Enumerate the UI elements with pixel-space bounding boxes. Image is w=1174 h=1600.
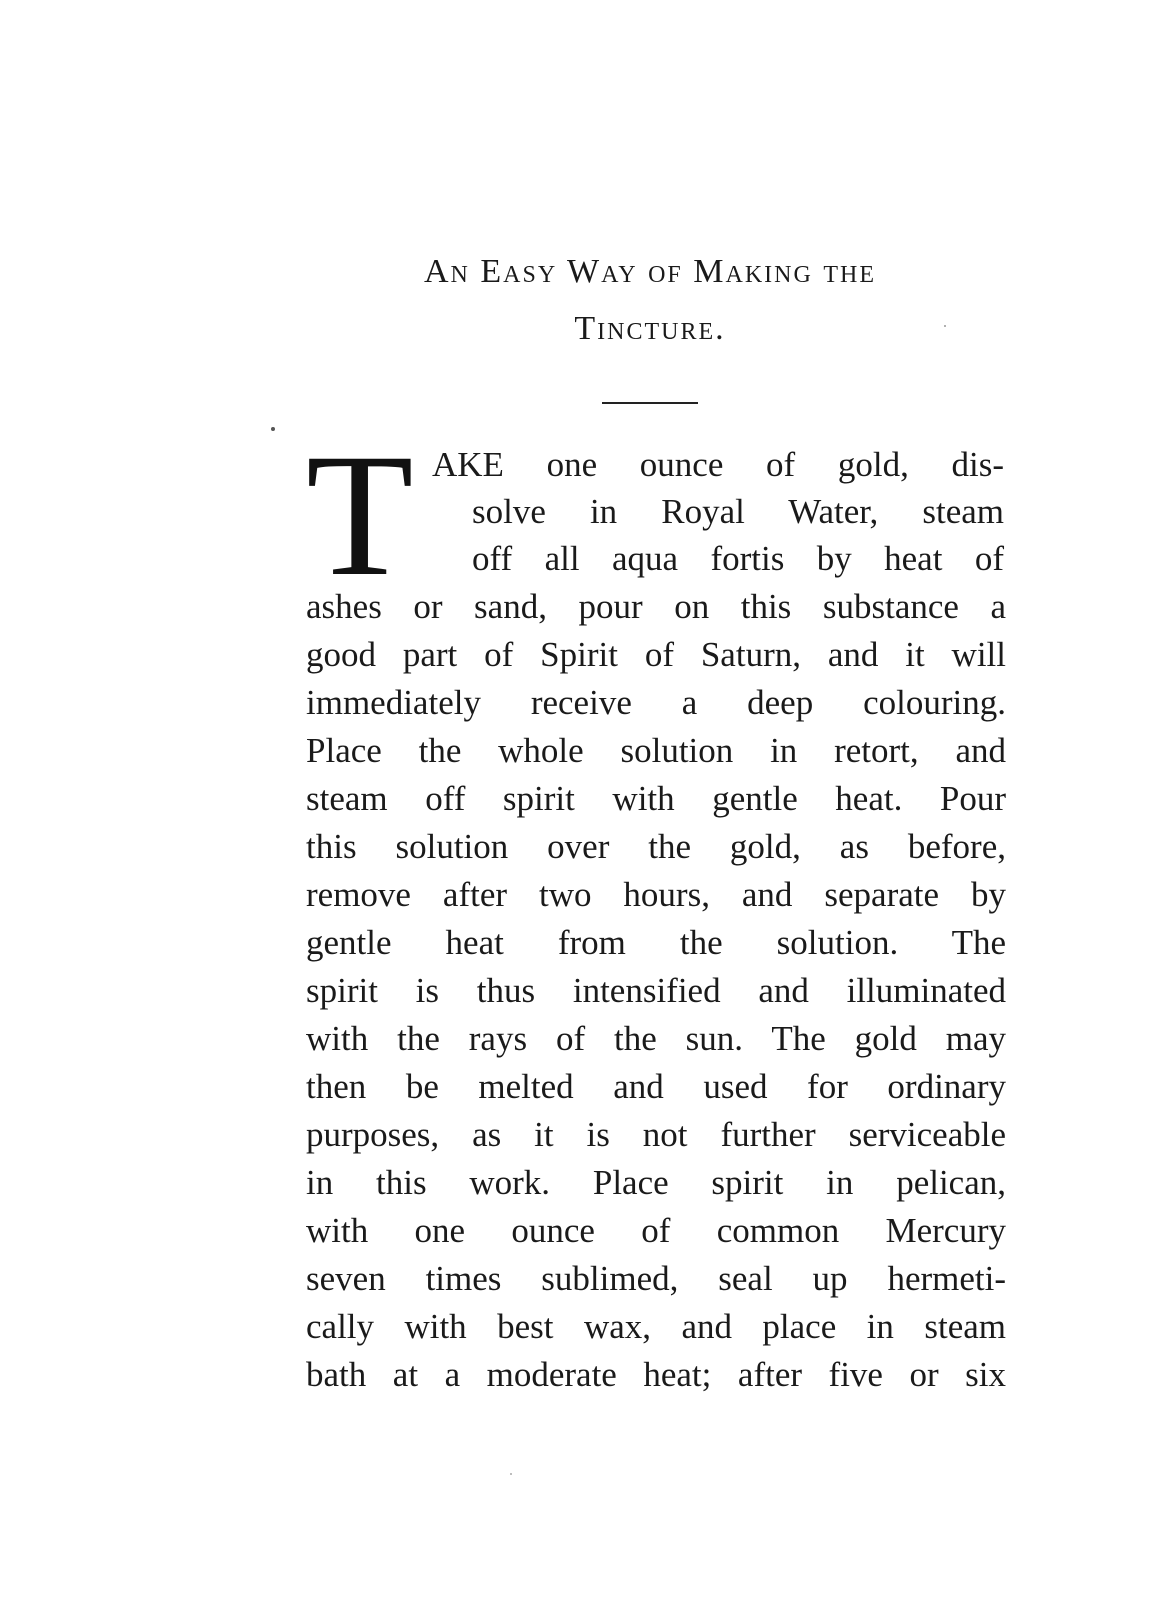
text-line: purposes, as it is not further serviceable xyxy=(306,1115,1006,1154)
text-line: seven times sublimed, seal up hermeti- xyxy=(306,1259,1006,1298)
text-line: immediately receive a deep colouring. xyxy=(306,683,1006,722)
text-line: AKE one ounce of gold, dis- xyxy=(432,445,1004,484)
chapter-title-line-1: An Easy Way of Making the xyxy=(424,253,876,290)
text-line: Place the whole solution in retort, and xyxy=(306,731,1006,770)
text-line: ashes or sand, pour on this substance a xyxy=(306,587,1006,626)
text-line: cally with best wax, and place in steam xyxy=(306,1307,1006,1346)
print-speck xyxy=(271,427,275,431)
print-speck xyxy=(510,1473,512,1475)
text-line: with the rays of the sun. The gold may xyxy=(306,1019,1006,1058)
text-line: good part of Spirit of Saturn, and it will xyxy=(306,635,1006,674)
text-line: in this work. Place spirit in pelican, xyxy=(306,1163,1006,1202)
text-line: remove after two hours, and separate by xyxy=(306,875,1006,914)
chapter-title-line-2: Tincture. xyxy=(574,310,726,347)
print-speck xyxy=(944,325,946,327)
text-line: steam off spirit with gentle heat. Pour xyxy=(306,779,1006,818)
text-line: then be melted and used for ordinary xyxy=(306,1067,1006,1106)
text-line: gentle heat from the solution. The xyxy=(306,923,1006,962)
title-divider xyxy=(602,402,698,404)
text-line: off all aqua fortis by heat of xyxy=(472,539,1004,578)
text-line: this solution over the gold, as before, xyxy=(306,827,1006,866)
text-line: solve in Royal Water, steam xyxy=(472,492,1004,531)
text-line: with one ounce of common Mercury xyxy=(306,1211,1006,1250)
text-line: spirit is thus intensified and illuminated xyxy=(306,971,1006,1010)
text-line: bath at a moderate heat; after five or six xyxy=(306,1355,1006,1394)
drop-cap: T xyxy=(306,418,414,613)
